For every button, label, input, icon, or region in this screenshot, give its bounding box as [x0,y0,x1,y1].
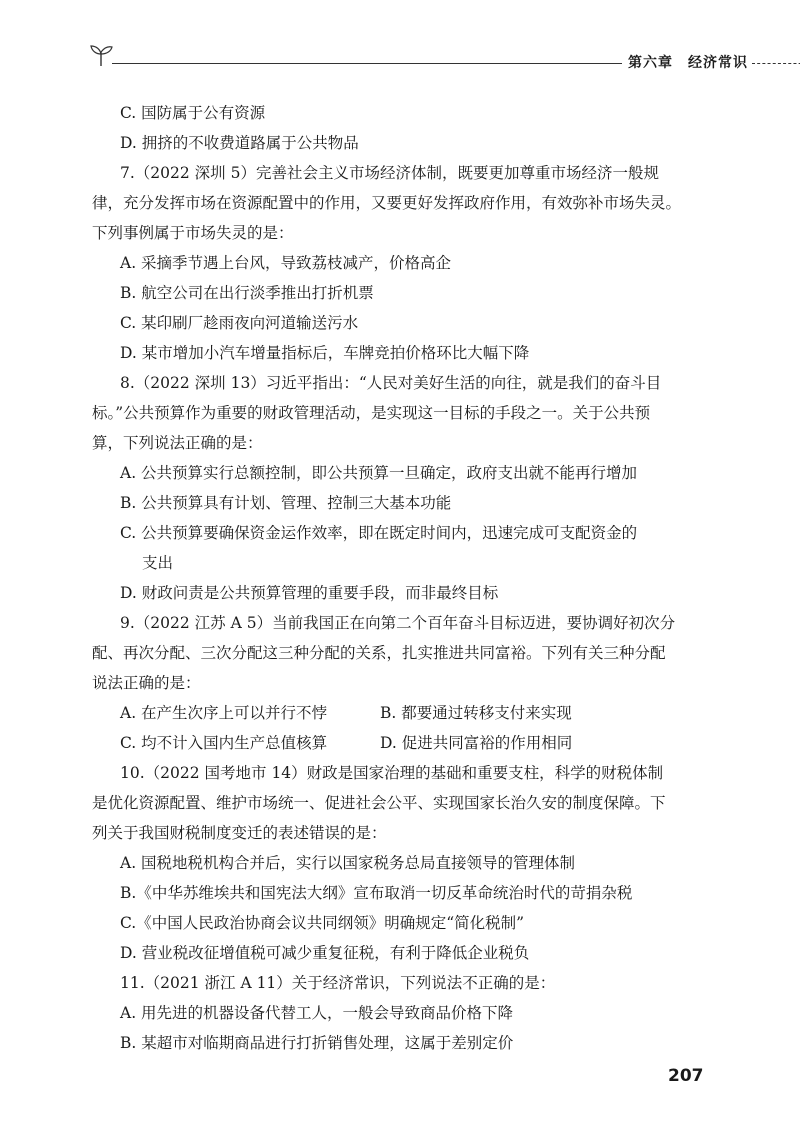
option-text: C. 公共预算要确保资金运作效率，即在既定时间内，迅速完成可支配资金的 [120,524,638,542]
question-text: 下列事例属于市场失灵的是： [92,224,294,242]
question-text: 11.（2021 浙江 A 11）关于经济常识，下列说法不正确的是： [120,974,556,992]
option-text: C. 某印刷厂趁雨夜向河道输送污水 [120,314,359,332]
option-text: A. 在产生次序上可以并行不悖 [120,704,328,722]
header-rule-dashed [752,63,800,64]
option-text: B. 都要通过转移支付来实现 [380,704,572,722]
sprout-icon [88,42,114,68]
option-text: B. 公共预算具有计划、管理、控制三大基本功能 [120,494,452,512]
option-row [92,728,712,758]
question-text: 8.（2022 深圳 13）习近平指出：“人民对美好生活的向往，就是我们的奋斗目 [120,374,662,392]
option-text: C.《中国人民政治协商会议共同纲领》明确规定“简化税制” [120,914,525,932]
header-rule [112,63,622,64]
question-text: 10.（2022 国考地市 14）财政是国家治理的基础和重要支柱，科学的财税体制 [120,764,664,782]
chapter-title: 第六章 经济常识 [628,55,748,71]
question-text: 9.（2022 江苏 A 5）当前我国正在向第二个百年奋斗目标迈进，要协调好初次分 [120,614,676,632]
option-text: A. 用先进的机器设备代替工人，一般会导致商品价格下降 [120,1004,514,1022]
question-text: 配、再次分配、三次分配这三种分配的关系，扎实推进共同富裕。下列有关三种分配 [92,644,666,662]
option-text-continued: 支出 [142,554,174,572]
page-body [92,98,712,1058]
question-text: 算，下列说法正确的是： [92,434,263,452]
option-row [92,698,712,728]
option-text: A. 国税地税机构合并后，实行以国家税务总局直接领导的管理体制 [120,854,576,872]
question-text: 说法正确的是： [92,674,201,692]
page-number: 207 [668,1066,704,1086]
option-text: B. 航空公司在出行淡季推出打折机票 [120,284,374,302]
option-text: D. 财政问责是公共预算管理的重要手段，而非最终目标 [120,584,499,602]
option-text: B. 某超市对临期商品进行打折销售处理，这属于差别定价 [120,1034,514,1052]
option-text: D. 营业税改征增值税可减少重复征税，有利于降低企业税负 [120,944,530,962]
question-text: 标。”公共预算作为重要的财政管理活动，是实现这一目标的手段之一。关于公共预 [92,404,651,422]
option-text: B.《中华苏维埃共和国宪法大纲》宣布取消一切反革命统治时代的苛捐杂税 [120,884,633,902]
option-text: A. 采摘季节遇上台风，导致荔枝减产，价格高企 [120,254,452,272]
question-text: 是优化资源配置、维护市场统一、促进社会公平、实现国家长治久安的制度保障。下 [92,794,666,812]
option-text: C. 国防属于公有资源 [120,104,266,122]
running-header [88,42,748,72]
question-text: 列关于我国财税制度变迁的表述错误的是： [92,824,387,842]
option-text: D. 促进共同富裕的作用相同 [380,734,573,752]
option-text: A. 公共预算实行总额控制，即公共预算一旦确定，政府支出就不能再行增加 [120,464,638,482]
question-text: 律，充分发挥市场在资源配置中的作用，又要更好发挥政府作用，有效弥补市场失灵。 [92,194,682,212]
question-text: 7.（2022 深圳 5）完善社会主义市场经济体制，既要更加尊重市场经济一般规 [120,164,659,182]
option-text: C. 均不计入国内生产总值核算 [120,734,328,752]
option-text: D. 拥挤的不收费道路属于公共物品 [120,134,359,152]
option-text: D. 某市增加小汽车增量指标后，车牌竞拍价格环比大幅下降 [120,344,530,362]
